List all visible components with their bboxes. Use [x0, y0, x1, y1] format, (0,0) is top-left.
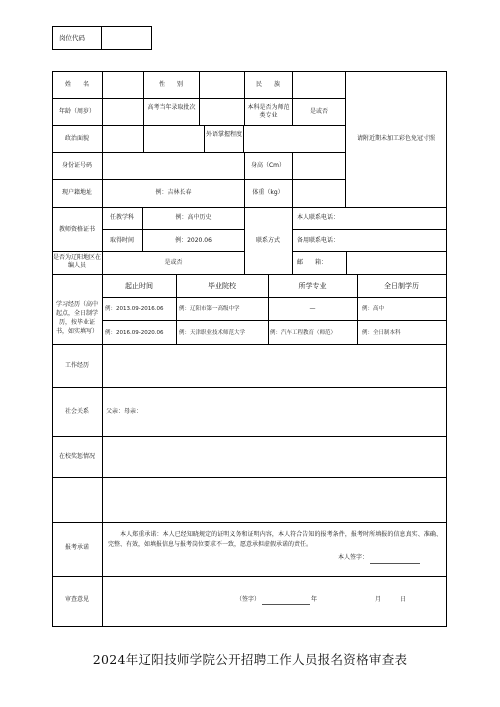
- label-on-campus: 在校奖惩情况: [58, 453, 95, 460]
- study-row-1-degree[interactable]: 例：高中: [362, 306, 385, 312]
- household-example[interactable]: 例：吉林长春: [155, 189, 192, 196]
- label-email: 邮 箱：: [297, 259, 328, 266]
- normal-major-example[interactable]: 是或否: [309, 108, 328, 115]
- obtain-time-example[interactable]: 例：2020.06: [175, 237, 212, 244]
- pledge-signature-label: 本人签字：: [338, 554, 369, 561]
- label-household: 现户籍地址: [61, 189, 92, 196]
- page-title: 2024年辽阳技师学院公开招聘工作人员报名资格审查表: [92, 652, 408, 667]
- input-height[interactable]: [293, 153, 345, 179]
- label-work: 工作经历: [64, 362, 89, 369]
- label-contact: 联系方式: [255, 237, 280, 244]
- pledge-signature-line[interactable]: [370, 563, 420, 564]
- input-id-number[interactable]: [103, 153, 244, 179]
- pledge-text: 本人郑重承诺：本人已经知晓规定的证明义务和证明内容，本人符合告知的报考条件，报考时所填报的信息真实、准确、完整、有效，如填报信息与报考岗位要求不一致，愿意承担虚假承诺的责任。: [108, 531, 442, 548]
- review-month: 月: [375, 596, 382, 603]
- label-name: 姓 名: [64, 81, 89, 88]
- label-teach-subject: 任教学科: [109, 214, 134, 221]
- review-year: 年: [311, 596, 318, 603]
- label-review: 审查意见: [64, 596, 89, 603]
- study-row-2-degree[interactable]: 例：全日制本科: [362, 330, 401, 336]
- label-staff-liaoyang: 是否为辽阳地区在编人员: [53, 254, 102, 269]
- label-weight: 体重（kg）: [252, 189, 284, 196]
- label-normal-major: 本科是否为师范类专业: [247, 104, 290, 119]
- input-gender[interactable]: [200, 72, 244, 98]
- label-foreign-lang: 外语掌握程度: [205, 131, 242, 138]
- study-header-school: 毕业院校: [208, 282, 236, 290]
- input-name[interactable]: [103, 72, 143, 98]
- label-height: 身高（Cm）: [250, 162, 286, 169]
- input-foreign-lang[interactable]: [244, 126, 345, 152]
- label-backup-phone: 备用联系电话：: [297, 237, 340, 244]
- label-teacher-cert: 教师资格证书: [58, 226, 95, 233]
- study-header-degree: 全日制学历: [384, 282, 419, 290]
- study-row-1-school[interactable]: 例：辽阳市第一高级中学: [179, 306, 240, 312]
- position-code-label: 岗位代码: [59, 34, 85, 42]
- input-political[interactable]: [103, 126, 204, 152]
- input-weight[interactable]: [293, 180, 345, 206]
- study-row-1-major[interactable]: —: [309, 305, 316, 312]
- position-code-box: [52, 26, 152, 50]
- label-ethnicity: 民 族: [255, 81, 280, 88]
- study-row-2-major[interactable]: 例：汽车工程教育（师范）: [270, 330, 337, 336]
- study-header-major: 所学专业: [298, 282, 327, 290]
- input-work[interactable]: [103, 345, 446, 387]
- review-signature-line[interactable]: [262, 604, 310, 605]
- label-age: 年龄（周岁）: [58, 108, 95, 115]
- input-gaokao[interactable]: [200, 99, 244, 125]
- label-id-number: 身份证号码: [61, 162, 92, 169]
- study-row-1-period[interactable]: 例：2013.09-2016.06: [105, 306, 164, 312]
- study-header-period: 起止时间: [125, 282, 153, 290]
- photo-placeholder[interactable]: 请附近期未加工彩色免冠寸照: [356, 135, 435, 142]
- label-social: 社会关系: [64, 408, 89, 415]
- label-pledge: 报考承诺: [64, 544, 89, 551]
- subject-example[interactable]: 例：高中历史: [175, 214, 212, 221]
- input-ethnicity[interactable]: [293, 72, 345, 98]
- input-on-campus[interactable]: [103, 437, 446, 477]
- staff-example[interactable]: 是或否: [164, 259, 183, 266]
- label-self-phone: 本人联系电话：: [297, 214, 340, 221]
- label-study: 学习经历（高中起点，全日制学历，按毕业证书，如实填写）: [55, 301, 98, 335]
- position-code-divider: [101, 27, 102, 49]
- social-example[interactable]: 父亲：母亲：: [106, 408, 143, 415]
- label-political: 政治面貌: [64, 135, 89, 142]
- review-signature-label: （签字）: [236, 596, 261, 603]
- study-row-2-period[interactable]: 例：2016.09-2020.06: [105, 330, 164, 336]
- label-gaokao: 高考当年录取批次: [147, 104, 196, 111]
- label-obtain-time: 取得时间: [109, 237, 134, 244]
- study-row-2-school[interactable]: 例：天津职业技术师范大学: [179, 330, 246, 336]
- review-day: 日: [400, 596, 407, 603]
- input-age[interactable]: [103, 99, 143, 125]
- label-gender: 性 别: [158, 81, 183, 88]
